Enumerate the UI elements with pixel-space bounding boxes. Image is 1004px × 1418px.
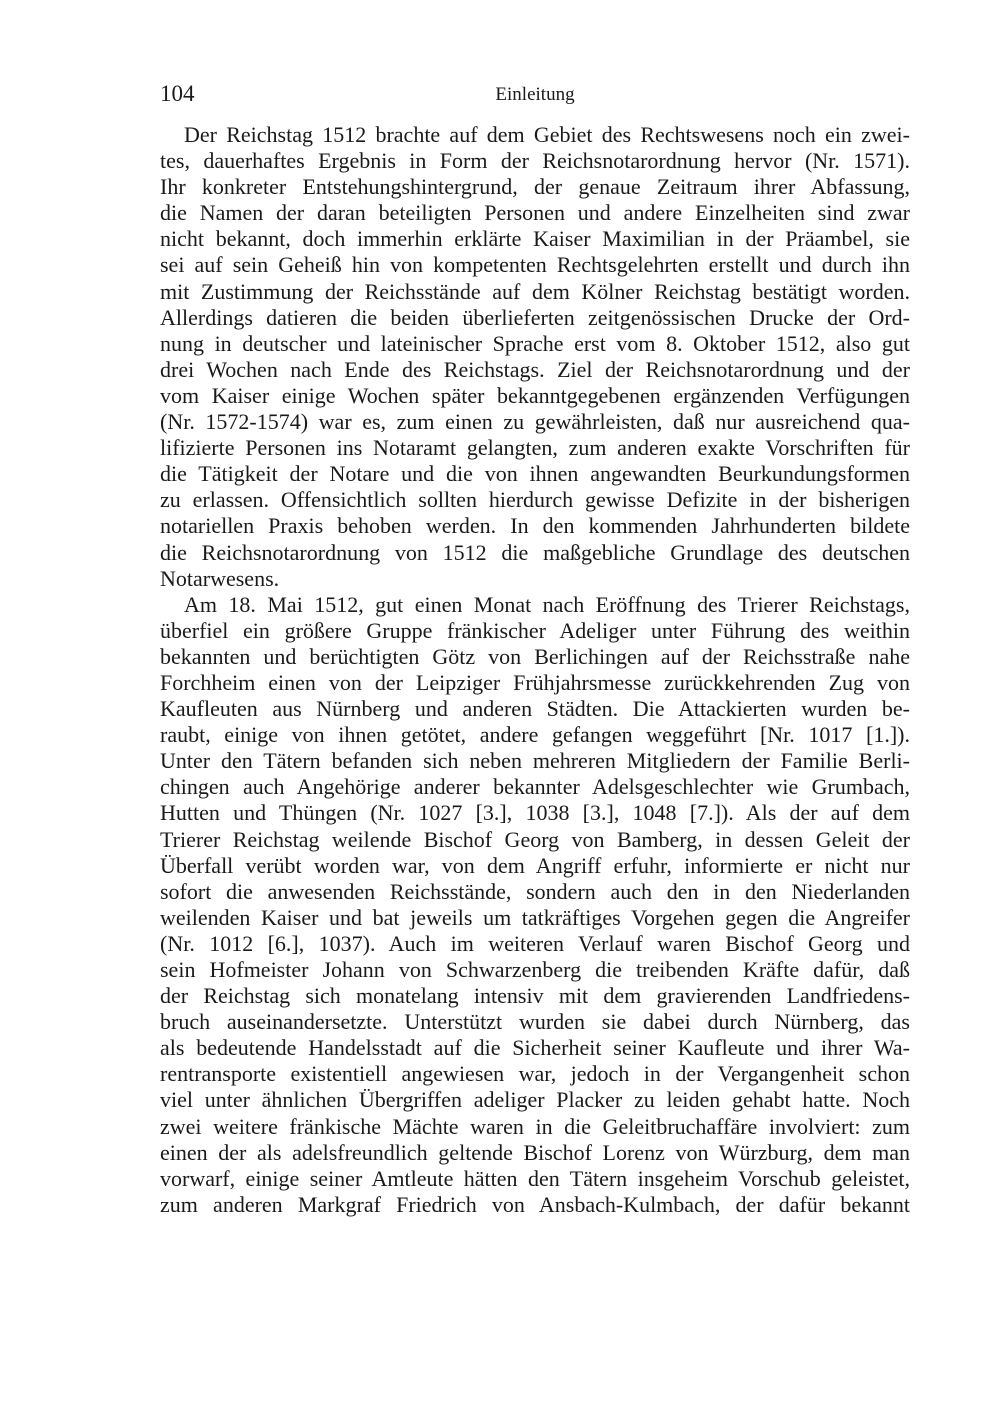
text-line: vom Kaiser einige Wochen später bekanntgegebenen ergänzenden Verfügungen — [160, 382, 910, 408]
running-head: Einleitung — [495, 84, 575, 105]
text-line: lifizierte Personen ins Notaramt gelangten, zum anderen exakte Vorschriften für — [160, 435, 910, 461]
text-line: sei auf sein Geheiß hin von kompetenten Rechtsgelehrten erstellt und durch ihn — [160, 252, 910, 278]
text-line: (Nr. 1572-1574) war es, zum einen zu gewährleisten, daß nur ausreichend qua- — [160, 409, 910, 435]
text-line: Ihr konkreter Entstehungshintergrund, der genaue Zeitraum ihrer Abfassung, — [160, 174, 910, 200]
body-text — [160, 122, 910, 1218]
text-line: Kaufleuten aus Nürnberg und anderen Städten. Die Attackierten wurden be- — [160, 696, 910, 722]
text-line: die Tätigkeit der Notare und die von ihnen angewandten Beurkundungsformen — [160, 461, 910, 487]
page-header — [160, 76, 910, 112]
text-line: viel unter ähnlichen Übergriffen adeliger Placker zu leiden gehabt hatte. Noch — [160, 1087, 910, 1113]
text-line: sein Hofmeister Johann von Schwarzenberg die treibenden Kräfte dafür, daß — [160, 957, 910, 982]
text-line: zum anderen Markgraf Friedrich von Ansbach-Kulmbach, der dafür bekannt — [160, 1191, 910, 1217]
text-line: Der Reichstag 1512 brachte auf dem Gebiet des Rechtswesens noch ein zwei- — [184, 122, 910, 147]
text-line: Am 18. Mai 1512, gut einen Monat nach Eröffnung des Trierer Reichstags, — [184, 591, 910, 617]
text-line: überfiel ein größere Gruppe fränkischer Adeliger unter Führung des weithin — [160, 617, 910, 643]
text-line: notariellen Praxis behoben werden. In den kommenden Jahrhunderten bildete — [160, 513, 910, 539]
text-line: die Reichsnotarordnung von 1512 die maßgebliche Grundlage des deutschen — [160, 539, 910, 565]
text-line: zu erlassen. Offensichtlich sollten hierdurch gewisse Defizite in der bisherigen — [160, 487, 910, 513]
text-line: die Namen der daran beteiligten Personen und andere Einzelheiten sind zwar — [160, 200, 910, 226]
paragraph — [160, 592, 910, 1218]
text-line: raubt, einige von ihnen getötet, andere gefangen weggeführt [Nr. 1017 [1.]). — [160, 722, 910, 748]
text-line: der Reichstag sich monatelang intensiv mit dem gravierenden Landfriedens- — [160, 983, 910, 1009]
text-line: bekannten und berüchtigten Götz von Berlichingen auf der Reichsstraße nahe — [160, 643, 910, 669]
paragraph — [160, 122, 910, 592]
text-line: Hutten und Thüngen (Nr. 1027 [3.], 1038 [3.], 1048 [7.]). Als der auf dem — [160, 800, 910, 826]
text-line: nicht bekannt, doch immerhin erklärte Kaiser Maximilian in der Präambel, sie — [160, 226, 910, 252]
text-line: rentransporte existentiell angewiesen war, jedoch in der Vergangenheit schon — [160, 1061, 910, 1087]
text-line: chingen auch Angehörige anderer bekannter Adelsgeschlechter wie Grumbach, — [160, 774, 910, 800]
text-line: Trierer Reichstag weilende Bischof Georg von Bamberg, in dessen Geleit der — [160, 826, 910, 852]
text-line: Überfall verübt worden war, von dem Angriff erfuhr, informierte er nicht nur — [160, 852, 910, 878]
text-line: zwei weitere fränkische Mächte waren in die Geleitbruchaffäre involviert: zum — [160, 1113, 910, 1139]
text-line: Allerdings datieren die beiden überlieferten zeitgenössischen Drucke der Ord- — [160, 304, 910, 330]
text-line: mit Zustimmung der Reichsstände auf dem Kölner Reichstag bestätigt worden. — [160, 278, 910, 304]
text-line: bruch auseinandersetzte. Unterstützt wurden sie dabei durch Nürnberg, das — [160, 1009, 910, 1035]
text-line: tes, dauerhaftes Ergebnis in Form der Reichsnotarordnung hervor (Nr. 1571). — [160, 148, 910, 174]
text-line: Notarwesens. — [160, 565, 280, 591]
text-line: als bedeutende Handelsstadt auf die Sicherheit seiner Kaufleute und ihrer Wa- — [160, 1035, 910, 1061]
text-line: nung in deutscher und lateinischer Sprache erst vom 8. Oktober 1512, also gut — [160, 330, 910, 356]
page-number: 104 — [160, 81, 195, 106]
text-line: weilenden Kaiser und bat jeweils um tatkräftiges Vorgehen gegen die Angreifer — [160, 904, 910, 930]
text-line: Unter den Tätern befanden sich neben mehreren Mitgliedern der Familie Berli- — [160, 748, 910, 774]
text-line: sofort die anwesenden Reichsstände, sondern auch den in den Niederlanden — [160, 878, 910, 904]
text-line: drei Wochen nach Ende des Reichstags. Ziel der Reichsnotarordnung und der — [160, 356, 910, 382]
text-line: vorwarf, einige seiner Amtleute hätten den Tätern insgeheim Vorschub geleistet, — [160, 1165, 910, 1191]
text-line: Forchheim einen von der Leipziger Frühjahrsmesse zurückkehrenden Zug von — [160, 669, 910, 695]
text-line: einen der als adelsfreundlich geltende Bischof Lorenz von Würzburg, dem man — [160, 1139, 910, 1165]
text-line: (Nr. 1012 [6.], 1037). Auch im weiteren Verlauf waren Bischof Georg und — [160, 930, 910, 956]
